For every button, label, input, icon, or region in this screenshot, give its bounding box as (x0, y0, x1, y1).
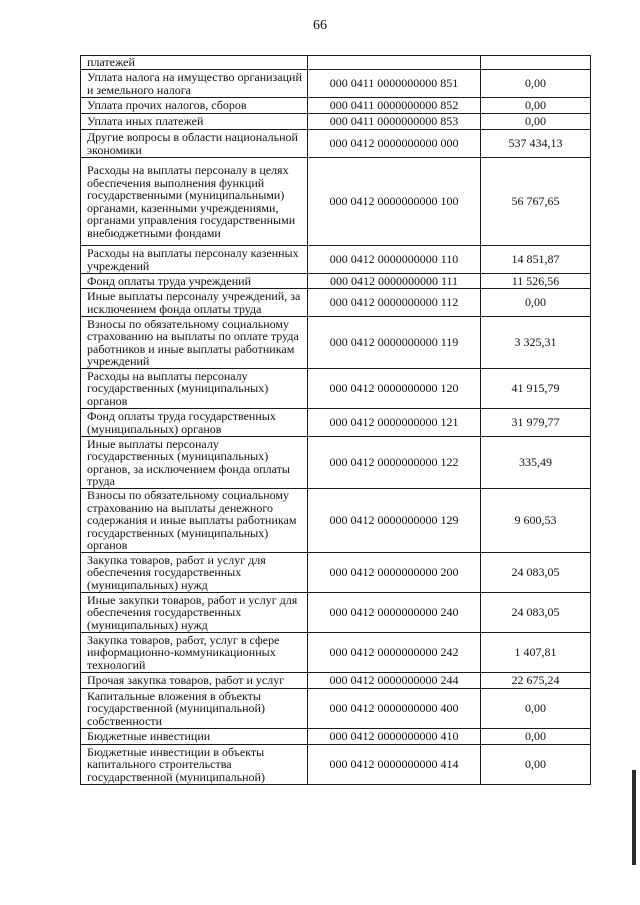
row-name: Расходы на выплаты персоналу государственных (муниципальных) органов (81, 369, 308, 409)
table-row (81, 745, 591, 785)
row-name: Уплата налога на имущество организаций и земельного налога (81, 70, 308, 98)
row-code: 000 0411 0000000000 852 (308, 98, 481, 114)
row-amount: 0,00 (481, 729, 591, 745)
row-code: 000 0412 0000000000 200 (308, 553, 481, 593)
row-code: 000 0412 0000000000 410 (308, 729, 481, 745)
row-amount: 31 979,77 (481, 409, 591, 437)
table-row (81, 158, 591, 246)
row-name: Иные выплаты персоналу учреждений, за исключением фонда оплаты труда (81, 289, 308, 317)
row-amount: 11 526,56 (481, 274, 591, 289)
row-code: 000 0412 0000000000 110 (308, 246, 481, 274)
table-row (81, 729, 591, 745)
table-row (81, 593, 591, 633)
row-amount: 22 675,24 (481, 673, 591, 689)
row-amount: 41 915,79 (481, 369, 591, 409)
row-name: Закупка товаров, работ, услуг в сфере информационно-коммуникационных технологий (81, 633, 308, 673)
table-row (81, 130, 591, 158)
table-row (81, 689, 591, 729)
row-name: Фонд оплаты труда учреждений (81, 274, 308, 289)
row-code: 000 0412 0000000000 112 (308, 289, 481, 317)
row-amount: 24 083,05 (481, 553, 591, 593)
row-name: Бюджетные инвестиции в объекты капитального строительства государственной (муниципальной) (81, 745, 308, 785)
row-name: Фонд оплаты труда государственных (муниципальных) органов (81, 409, 308, 437)
row-name: Взносы по обязательному социальному страхованию на выплаты по оплате труда работников и иные выплаты работникам учреждений (81, 317, 308, 369)
table-row (81, 317, 591, 369)
table-row (81, 70, 591, 98)
table-row (81, 289, 591, 317)
table-row (81, 98, 591, 114)
row-amount: 0,00 (481, 289, 591, 317)
row-amount: 14 851,87 (481, 246, 591, 274)
table-row (81, 246, 591, 274)
row-code: 000 0412 0000000000 244 (308, 673, 481, 689)
row-code: 000 0412 0000000000 242 (308, 633, 481, 673)
row-amount: 0,00 (481, 689, 591, 729)
row-name: Взносы по обязательному социальному страхованию на выплаты денежного содержания и иные выплаты работникам государственных (муниципальных) органов (81, 489, 308, 553)
row-code: 000 0412 0000000000 400 (308, 689, 481, 729)
row-amount: 0,00 (481, 745, 591, 785)
table-row (81, 409, 591, 437)
row-name: Капитальные вложения в объекты государственной (муниципальной) собственности (81, 689, 308, 729)
table-row (81, 114, 591, 130)
row-name: Уплата иных платежей (81, 114, 308, 130)
table-row (81, 274, 591, 289)
table-row (81, 437, 591, 489)
row-name: Иные выплаты персоналу государственных (муниципальных) органов, за исключением фонда оплаты труда (81, 437, 308, 489)
table-row (81, 489, 591, 553)
row-amount: 56 767,65 (481, 158, 591, 246)
table-row (81, 553, 591, 593)
table-row (81, 369, 591, 409)
row-code: 000 0412 0000000000 240 (308, 593, 481, 633)
row-amount: 3 325,31 (481, 317, 591, 369)
row-name: Другие вопросы в области национальной экономики (81, 130, 308, 158)
row-amount: 0,00 (481, 98, 591, 114)
row-code: 000 0412 0000000000 119 (308, 317, 481, 369)
row-amount: 537 434,13 (481, 130, 591, 158)
row-code: 000 0412 0000000000 100 (308, 158, 481, 246)
row-amount: 9 600,53 (481, 489, 591, 553)
row-code: 000 0412 0000000000 111 (308, 274, 481, 289)
row-code: 000 0411 0000000000 853 (308, 114, 481, 130)
row-code: 000 0411 0000000000 851 (308, 70, 481, 98)
row-amount: 1 407,81 (481, 633, 591, 673)
row-name: Иные закупки товаров, работ и услуг для обеспечения государственных (муниципальных) нужд (81, 593, 308, 633)
row-amount: 0,00 (481, 70, 591, 98)
table-row (81, 673, 591, 689)
row-name: Расходы на выплаты персоналу в целях обеспечения выполнения функций государственными (муниципальными) органами, казенными учреждениями, органами управления государственными внебюджетными фондами (81, 158, 308, 246)
row-name: Бюджетные инвестиции (81, 729, 308, 745)
row-name: Прочая закупка товаров, работ и услуг (81, 673, 308, 689)
row-name: Уплата прочих налогов, сборов (81, 98, 308, 114)
row-code: 000 0412 0000000000 129 (308, 489, 481, 553)
table-row (81, 633, 591, 673)
row-name: Расходы на выплаты персоналу казенных учреждений (81, 246, 308, 274)
row-amount: 0,00 (481, 114, 591, 130)
page-number: 66 (313, 18, 327, 33)
row-amount: 24 083,05 (481, 593, 591, 633)
row-name: Закупка товаров, работ и услуг для обеспечения государственных (муниципальных) нужд (81, 553, 308, 593)
row-code: 000 0412 0000000000 120 (308, 369, 481, 409)
row-name: платежей (81, 56, 308, 70)
row-code: 000 0412 0000000000 414 (308, 745, 481, 785)
row-amount (481, 56, 591, 70)
row-code (308, 56, 481, 70)
budget-table (80, 55, 591, 785)
row-code: 000 0412 0000000000 121 (308, 409, 481, 437)
row-code: 000 0412 0000000000 000 (308, 130, 481, 158)
table-row (81, 56, 591, 70)
scan-edge-mark (632, 770, 636, 865)
row-code: 000 0412 0000000000 122 (308, 437, 481, 489)
row-amount: 335,49 (481, 437, 591, 489)
